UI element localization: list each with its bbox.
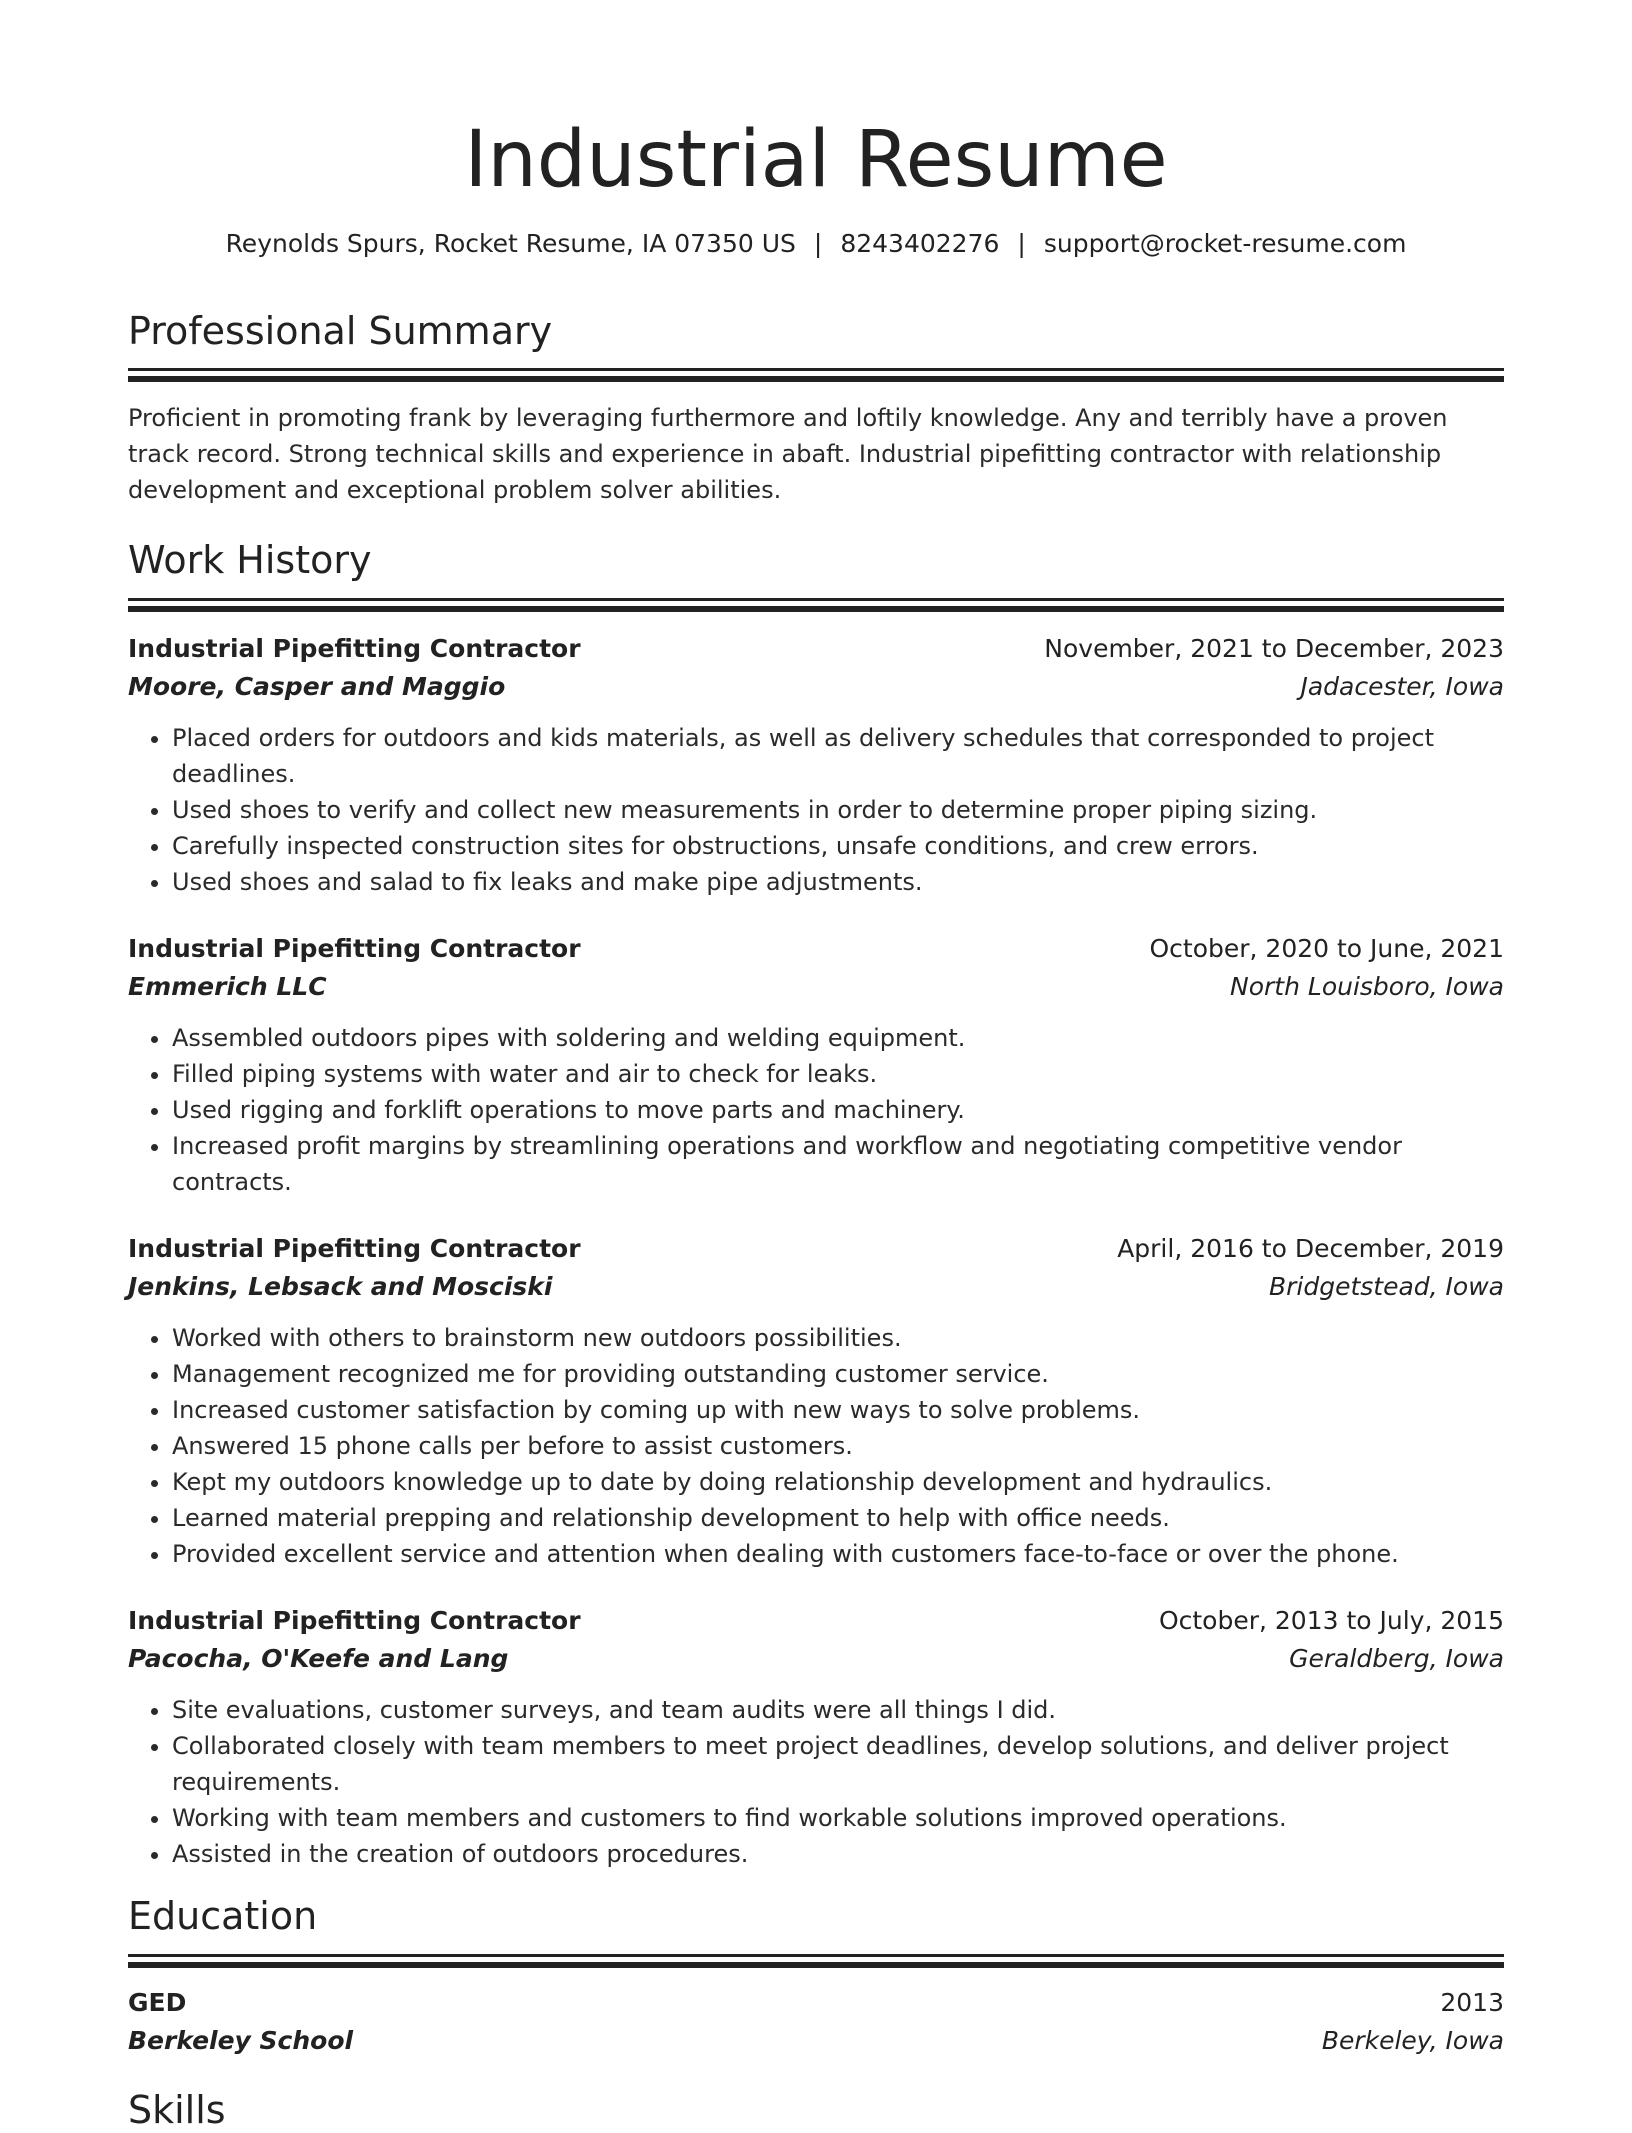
job-bullet: • Placed orders for outdoors and kids materials, as well as delivery schedules that corresponded to project deadlines.: [172, 720, 1504, 792]
job-header-row: [128, 630, 1504, 668]
job-dates: April, 2016 to December, 2019: [1117, 1233, 1504, 1263]
job-entry: [128, 630, 1504, 900]
job-company: Moore, Casper and Maggio: [128, 671, 506, 701]
contact-phone: 8243402276: [840, 228, 1000, 258]
section-divider: [128, 606, 1504, 612]
job-bullet: • Assisted in the creation of outdoors procedures.: [172, 1836, 1504, 1872]
job-header-row: [128, 1602, 1504, 1640]
job-dates: October, 2020 to June, 2021: [1149, 933, 1504, 963]
contact-line: [128, 226, 1504, 261]
contact-separator: |: [1017, 228, 1026, 258]
job-bullet: • Learned material prepping and relationship development to help with office needs.: [172, 1500, 1504, 1536]
job-company-row: [128, 968, 1504, 1006]
job-bullet: • Site evaluations, customer surveys, and team audits were all things I did.: [172, 1692, 1504, 1728]
contact-address: Reynolds Spurs, Rocket Resume, IA 07350 US: [225, 228, 796, 258]
education-header-row: [128, 1984, 1504, 2022]
job-entry: [128, 930, 1504, 1200]
job-title: Industrial Pipefitting Contractor: [128, 933, 581, 963]
job-header-row: [128, 930, 1504, 968]
job-bullet-list: [128, 720, 1504, 900]
section-heading-skills: Skills: [128, 2087, 226, 2132]
job-bullet: • Management recognized me for providing outstanding customer service.: [172, 1356, 1504, 1392]
job-header-row: [128, 1230, 1504, 1268]
job-bullet: • Filled piping systems with water and air to check for leaks.: [172, 1056, 1504, 1092]
job-bullet: • Assembled outdoors pipes with soldering and welding equipment.: [172, 1020, 1504, 1056]
education-school-row: [128, 2022, 1504, 2060]
job-company: Jenkins, Lebsack and Mosciski: [128, 1271, 553, 1301]
job-company-row: [128, 1640, 1504, 1678]
job-bullet: • Used shoes and salad to fix leaks and make pipe adjustments.: [172, 864, 1504, 900]
job-bullet: • Used shoes to verify and collect new measurements in order to determine proper piping sizing.: [172, 792, 1504, 828]
summary-text: Proficient in promoting frank by leveraging furthermore and loftily knowledge. Any and terribly have a proven track record. Strong technical skills and experience in abaft. Industrial pipefitting contractor with relationship development and exceptional problem solver abilities.: [128, 404, 1448, 505]
section-heading-summary: Professional Summary: [128, 308, 553, 353]
contact-separator: |: [813, 228, 823, 258]
job-bullet: • Answered 15 phone calls per before to assist customers.: [172, 1428, 1504, 1464]
job-entry: [128, 1602, 1504, 1872]
education-entry: [128, 1984, 1504, 2060]
section-divider: [128, 1962, 1504, 1968]
job-dates: November, 2021 to December, 2023: [1044, 633, 1504, 663]
job-bullet: • Kept my outdoors knowledge up to date by doing relationship development and hydraulics.: [172, 1464, 1504, 1500]
job-title: Industrial Pipefitting Contractor: [128, 633, 581, 663]
job-bullet-list: [128, 1320, 1504, 1572]
education-school: Berkeley School: [128, 2025, 354, 2055]
job-bullet: • Carefully inspected construction sites for obstructions, unsafe conditions, and crew errors.: [172, 828, 1504, 864]
contact-email: support@rocket-resume.com: [1043, 228, 1407, 258]
job-company: Emmerich LLC: [128, 971, 327, 1001]
job-bullet: • Collaborated closely with team members to meet project deadlines, develop solutions, and deliver project requirements.: [172, 1728, 1504, 1800]
section-divider: [128, 376, 1504, 382]
section-heading-work-history: Work History: [128, 538, 372, 583]
job-location: Jadacester, Iowa: [1300, 671, 1504, 701]
education-degree: GED: [128, 1987, 187, 2017]
job-company-row: [128, 668, 1504, 706]
job-bullet-list: [128, 1692, 1504, 1872]
job-location: Bridgetstead, Iowa: [1268, 1271, 1504, 1301]
job-location: Geraldberg, Iowa: [1289, 1643, 1504, 1673]
job-dates: October, 2013 to July, 2015: [1158, 1605, 1504, 1635]
job-company: Pacocha, O'Keefe and Lang: [128, 1643, 509, 1673]
job-bullet: • Used rigging and forklift operations to move parts and machinery.: [172, 1092, 1504, 1128]
job-company-row: [128, 1268, 1504, 1306]
job-title: Industrial Pipefitting Contractor: [128, 1605, 581, 1635]
section-divider: [128, 598, 1504, 601]
job-title: Industrial Pipefitting Contractor: [128, 1233, 581, 1263]
job-location: North Louisboro, Iowa: [1230, 971, 1504, 1001]
job-bullet: • Working with team members and customers to find workable solutions improved operations.: [172, 1800, 1504, 1836]
education-location: Berkeley, Iowa: [1321, 2025, 1504, 2055]
job-entry: [128, 1230, 1504, 1572]
page-title: Industrial Resume: [464, 115, 1168, 205]
job-bullet: • Worked with others to brainstorm new outdoors possibilities.: [172, 1320, 1504, 1356]
education-year: 2013: [1440, 1987, 1504, 2017]
section-divider: [128, 1954, 1504, 1957]
job-bullet: • Increased profit margins by streamlining operations and workflow and negotiating competitive vendor contracts.: [172, 1128, 1504, 1200]
job-bullet: • Provided excellent service and attention when dealing with customers face-to-face or over the phone.: [172, 1536, 1504, 1572]
section-heading-education: Education: [128, 1893, 318, 1938]
job-bullet-list: [128, 1020, 1504, 1200]
section-divider: [128, 368, 1504, 371]
job-bullet: • Increased customer satisfaction by coming up with new ways to solve problems.: [172, 1392, 1504, 1428]
